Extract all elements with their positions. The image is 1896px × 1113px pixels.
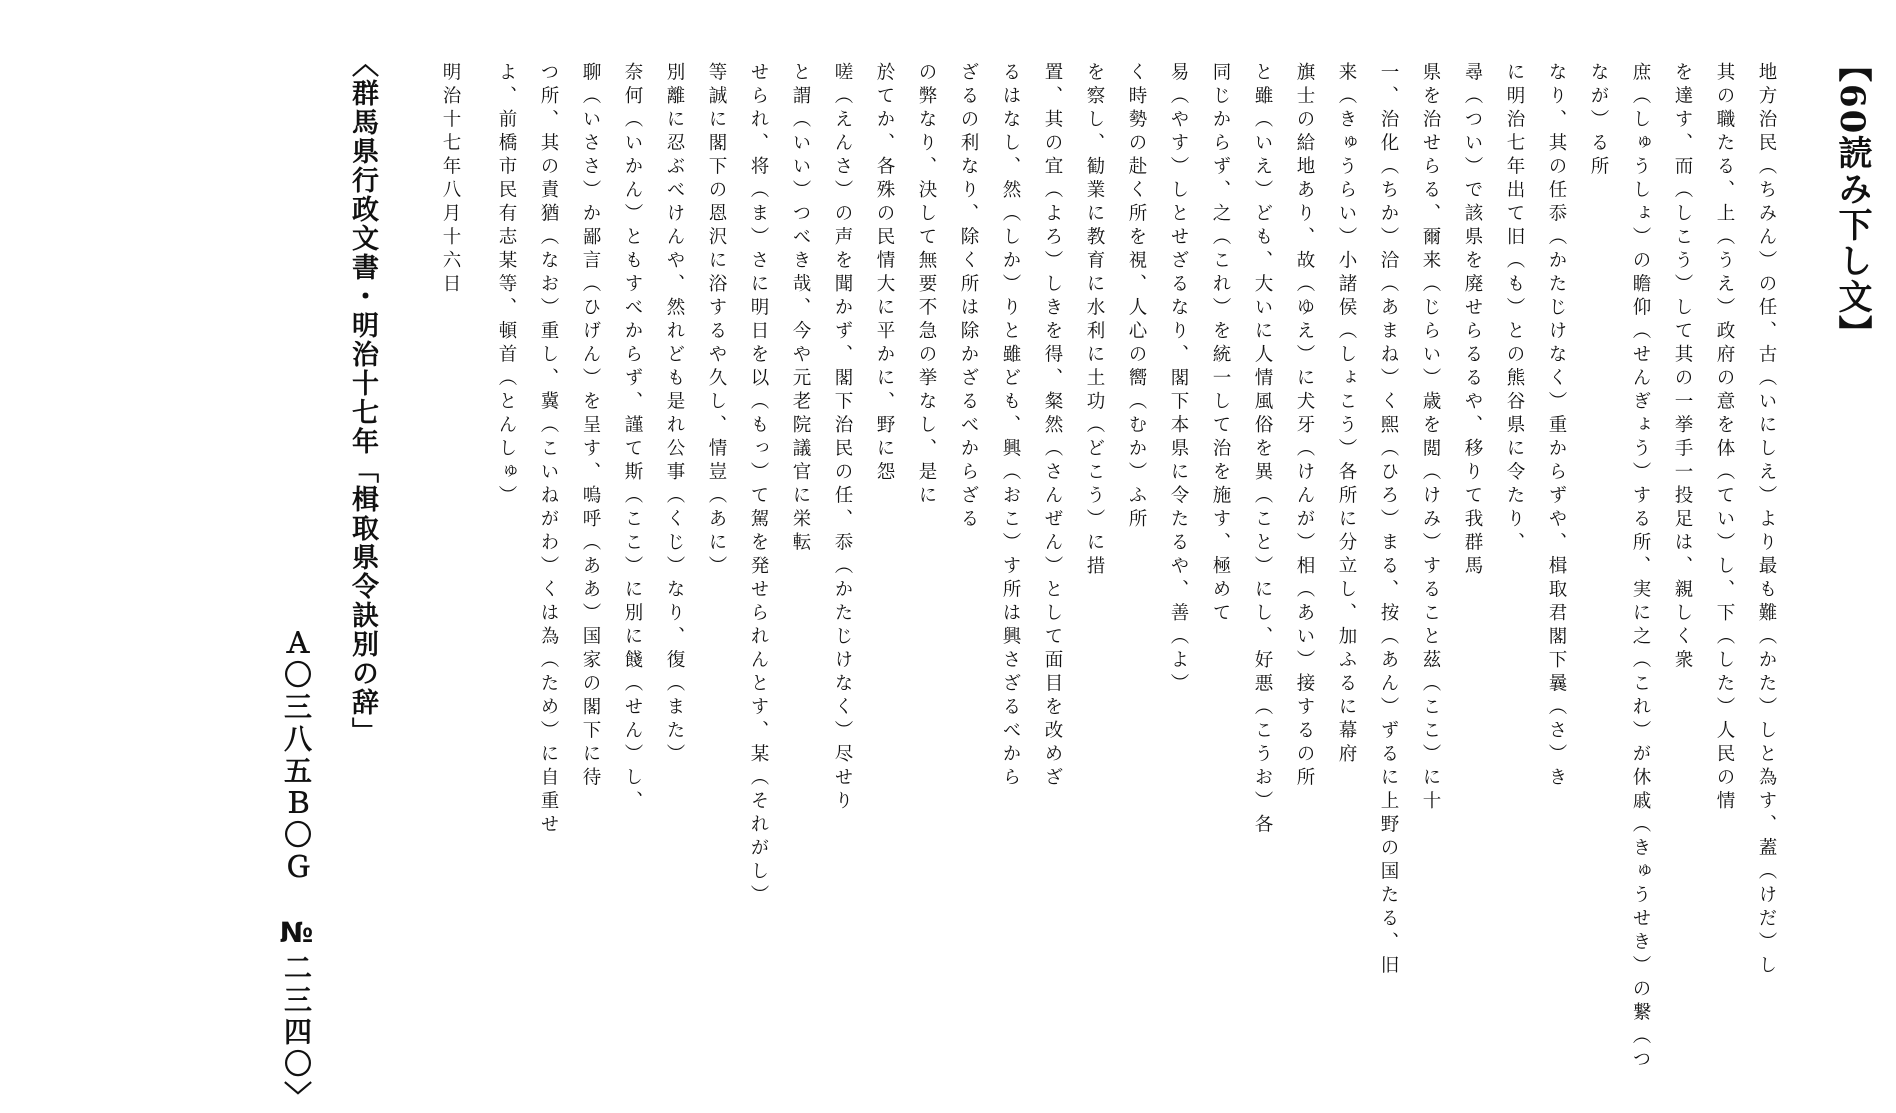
document-date: 明治十七年八月十六日 <box>440 62 461 297</box>
text-line: に明治七年出て旧（も）との熊谷県に令たり、 <box>1504 62 1525 556</box>
text-line: なり、其の任忝（かたじけなく）重からずや、楫取君閣下曩（さ）き <box>1546 62 1567 791</box>
text-line: 其の職たる、上（うえ）政府の意を体（てい）し、下（した）人民の情 <box>1714 62 1735 814</box>
text-line: 嗟（えんさ）の声を聞かず、閣下治民の任、忝（かたじけなく）尽せり <box>832 62 853 814</box>
text-line: 於てか、各殊の民情大に平かに、野に怨 <box>874 62 895 485</box>
text-line: 来（きゅうらい）小諸侯（しょこう）各所に分立し、加ふるに幕府 <box>1336 62 1357 767</box>
text-line: と雖（いえ）ども、大いに人情風俗を異（こと）にし、好悪（こうお）各 <box>1252 62 1273 838</box>
text-line: 同じからず、之（これ）を統一して治を施す、極めて <box>1210 62 1231 626</box>
text-line: せられ、将（ま）さに明日を以（もっ）て駕を発せられんとす、某（それがし） <box>748 62 769 908</box>
text-line: く時勢の赴く所を視、人心の嚮（むか）ふ所 <box>1126 62 1147 532</box>
source-citation: 〈群馬県行政文書・明治十七年「楫取県令訣別の辞」 <box>347 50 378 746</box>
text-line: 置、其の宜（よろ）しきを得、粲然（さんぜん）として面目を改めざ <box>1042 62 1063 791</box>
text-line: 一、治化（ちか）洽（あまね）く煕（ひろ）まる、按（あん）ずるに上野の国たる、旧 <box>1378 62 1399 979</box>
text-line: 尋（つい）で該県を廃せらるるや、移りて我群馬 <box>1462 62 1483 579</box>
text-line: 易（やす）しとせざるなり、閣下本県に令たるや、善（よ） <box>1168 62 1189 697</box>
text-line: 地方治民（ちみん）の任、古（いにしえ）より最も難（かた）しと為す、蓋（けだ）し <box>1756 62 1777 979</box>
text-line: を察し、勧業に教育に水利に土功（どこう）に措 <box>1084 62 1105 579</box>
text-line: つ所、其の責猶（なお）重し、冀（こいねがわ）くは為（ため）に自重せ <box>538 62 559 838</box>
text-line: 旗士の給地あり、故（ゆえ）に犬牙（けんが）相（あい）接するの所 <box>1294 62 1315 791</box>
text-line: と謂（いい）つべき哉、今や元老院議官に栄転 <box>790 62 811 556</box>
text-line: ざるの利なり、除く所は除かざるべからざる <box>958 62 979 532</box>
text-line: の弊なり、決して無要不急の挙なし、是に <box>916 62 937 509</box>
text-line: なが）る所 <box>1588 62 1609 180</box>
text-line: よ、前橋市民有志某等、頓首（とんしゅ） <box>496 62 517 509</box>
text-line: 庶（しゅうしょ）の瞻仰（せんぎょう）する所、実に之（これ）が休戚（きゅうせき）の繋（つ <box>1630 62 1651 1073</box>
text-line: 聊（いささ）か鄙言（ひげん）を呈す、嗚呼（ああ）国家の閣下に待 <box>580 62 601 791</box>
text-line: 別離に忍ぶべけんや、然れども是れ公事（くじ）なり、復（また） <box>664 62 685 767</box>
document-title: 【60読み下し文】 <box>1832 48 1872 352</box>
text-line: 等誠に閣下の恩沢に浴するや久し、情豈（あに） <box>706 62 727 579</box>
text-line: 県を治せらる、爾来（じらい）歳を閲（けみ）すること茲（ここ）に十 <box>1420 62 1441 814</box>
text-line: 奈何（いかん）ともすべからず、謹て斯（ここ）に別に餞（せん）し、 <box>622 62 643 814</box>
text-line: を達す、而（しこう）して其の一挙手一投足は、親しく衆 <box>1672 62 1693 673</box>
text-line: るはなし、然（しか）りと雖ども、興（おこ）す所は興さざるべから <box>1000 62 1021 791</box>
archive-number: Ａ〇三八五Ｂ〇Ｇ №二三四〇〉 <box>280 628 313 1113</box>
